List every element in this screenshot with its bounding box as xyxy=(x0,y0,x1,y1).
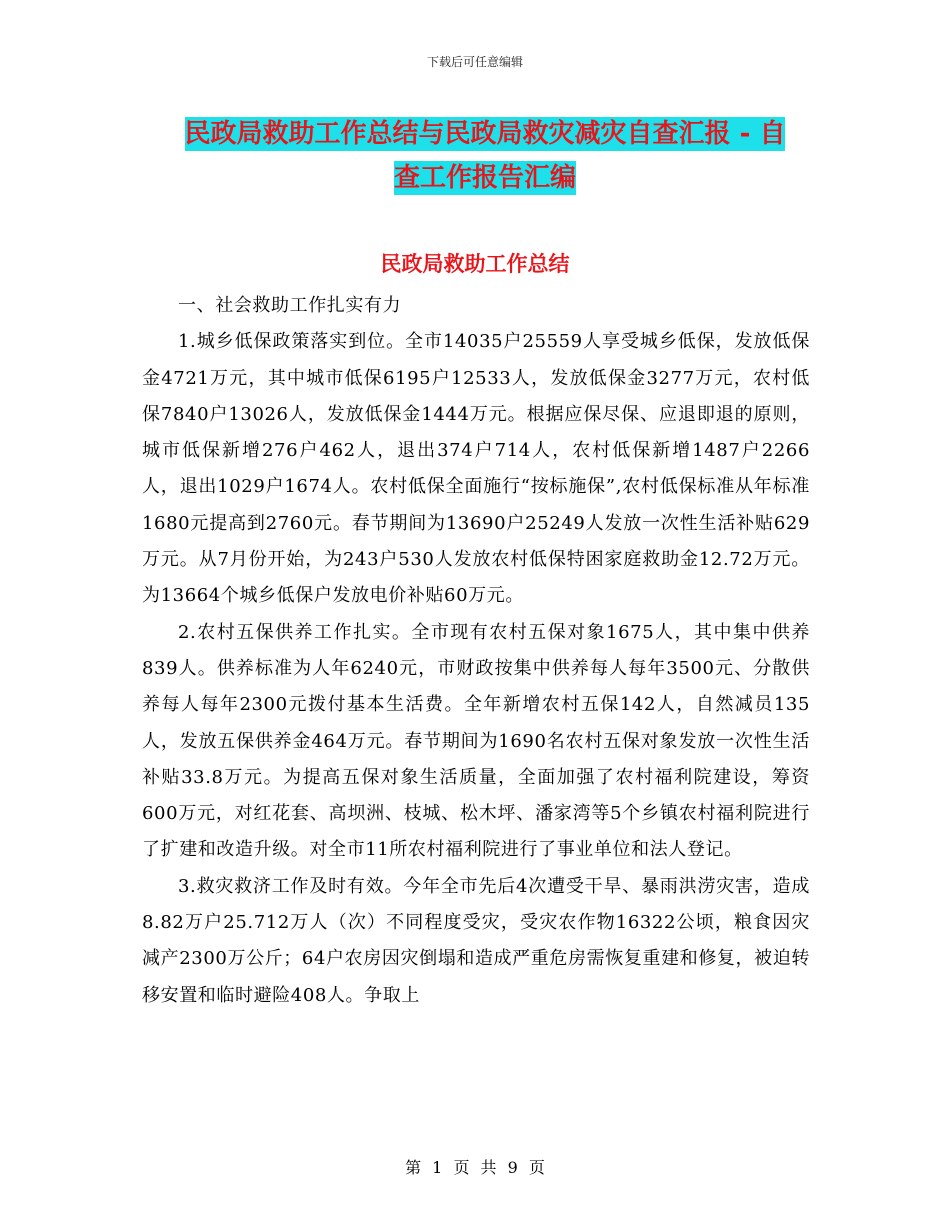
page-footer: 第 1 页 共 9 页 xyxy=(405,1158,545,1177)
body-text xyxy=(142,288,810,1014)
document-title xyxy=(140,112,830,200)
heading-social-assistance: 一、社会救助工作扎实有力 xyxy=(178,295,402,316)
section-title: 民政局救助工作总结 xyxy=(380,252,570,276)
title-line-2: 查工作报告汇编 xyxy=(393,163,576,193)
paragraph-disaster-relief: 3.救灾救济工作及时有效。今年全市先后4次遭受干旱、暴雨洪涝灾害，造成8.82万户25.712万人（次）不同程度受灾，受灾农作物16322公顷，粮食因灾减产2300万公斤；64户农房因灾倒塌和造成严重危房需恢复重建和修复，被迫转移安置和临时避险408人。争取上 xyxy=(142,875,810,1006)
paragraph-five-guarantees: 2.农村五保供养工作扎实。全市现有农村五保对象1675人，其中集中供养839人。供养标准为人年6240元，市财政按集中供养每人每年3500元、分散供养每人每年2300元拨付基本生活费。全年新增农村五保142人，自然减员135人，发放五保供养金464万元。春节期间为1690名农村五保对象发放一次性生活补贴33.8万元。为提高五保对象生活质量，全面加强了农村福利院建设，筹资600万元，对红花套、高坝洲、枝城、松木坪、潘家湾等5个乡镇农村福利院进行了扩建和改造升级。对全市11所农村福利院进行了事业单位和法人登记。 xyxy=(142,621,810,861)
paragraph-urban-rural-subsistence: 1.城乡低保政策落实到位。全市14035户25559人享受城乡低保，发放低保金4721万元，其中城市低保6195户12533人，发放低保金3277万元，农村低保7840户13026人，发放低保金1444万元。根据应保尽保、应退即退的原则，城市低保新增276户462人，退出374户714人，农村低保新增1487户2266人，退出1029户1674人。农村低保全面施行“按标施保”,农村低保标准从年标准1680元提高到2760元。春节期间为13690户25249人发放一次性生活补贴629万元。从7月份开始，为243户530人发放农村低保特困家庭救助金12.72万元。为13664个城乡低保户发放电价补贴60万元。 xyxy=(142,331,810,607)
title-line-1: 民政局救助工作总结与民政局救灾减灾自查汇报 - 自 xyxy=(184,119,786,149)
header-note: 下载后可任意编辑 xyxy=(426,55,523,69)
